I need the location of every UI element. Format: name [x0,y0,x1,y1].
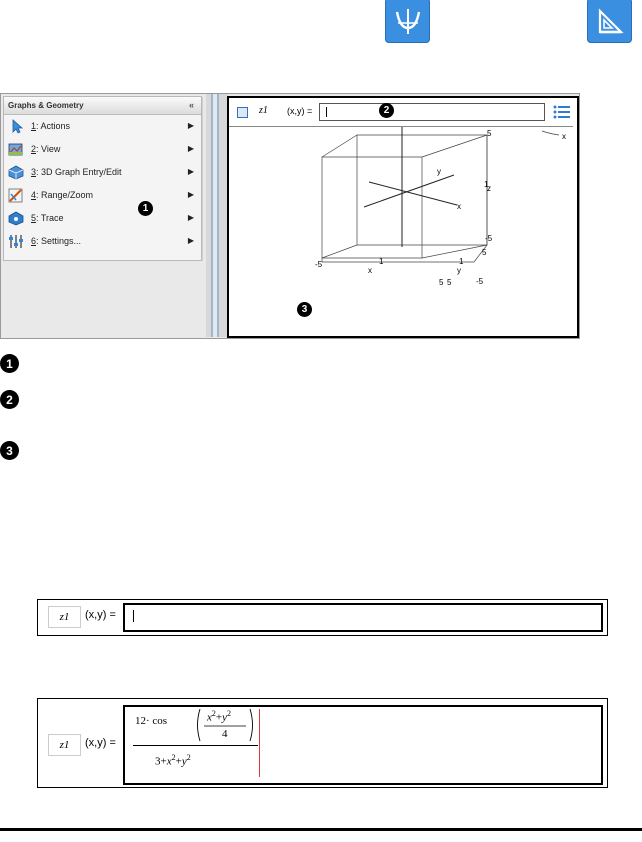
menu-item-label: : Actions [36,121,71,131]
function-input[interactable] [319,103,545,121]
range-zoom-icon [8,188,24,203]
axis-x-label: x [457,202,461,211]
tick-label: -5 [315,260,323,269]
text-caret [133,610,134,622]
menu-item-number: 4 [31,190,37,200]
inner-denominator: 4 [222,728,228,740]
formula-cos: cos [152,715,168,727]
tick-label: 5 [447,278,452,287]
geometry-triangle-icon[interactable] [587,0,632,43]
submenu-arrow-icon: ▶ [187,213,194,222]
cursor-arrow-icon [8,119,24,134]
submenu-arrow-icon: ▶ [187,190,194,199]
num-y: y [222,711,227,724]
menu-item-number: 1 [31,121,37,131]
legend-callout-3: 3 [0,441,19,460]
function-list-icon[interactable] [553,104,571,120]
function-vars: (x,y) = [85,609,116,621]
tick-label: 1 [484,180,489,189]
panel-divider[interactable] [206,94,228,337]
text-caret [326,107,327,117]
submenu-arrow-icon: ▶ [187,144,194,153]
axis-x-corner-label: x [562,132,566,141]
menu-item-range-zoom[interactable] [4,184,201,207]
function-input[interactable] [123,705,603,785]
formula-coef: 12· [135,715,150,727]
menu-item-number: 5 [31,213,37,223]
function-vars: (x,y) = [287,106,313,116]
settings-icon [8,234,24,249]
menu-item-actions[interactable] [4,115,201,138]
menu-title: Graphs & Geometry [8,101,84,110]
function-name: z1 [259,105,268,116]
den-plus: + [175,755,182,768]
submenu-arrow-icon: ▶ [187,167,194,176]
tick-label: 5 [482,248,487,257]
callout-3: 3 [297,302,312,317]
den-exp2: 2 [186,753,191,762]
left-panel-blank [3,261,206,335]
menu-item-label: : Settings... [36,236,82,246]
formula-numerator [135,715,167,727]
3d-plot[interactable] [229,127,573,332]
collapse-chevron-icon[interactable]: « [188,100,194,110]
legend-callout-1: 1 [0,354,19,373]
view-icon [8,142,24,157]
formula-denominator [155,753,191,768]
axis-y-label: y [437,167,441,176]
tick-label: 5 [487,129,492,138]
menu-item-view[interactable] [4,138,201,161]
den-y: y [181,755,187,768]
tick-label: -5 [485,234,493,243]
callout-2: 2 [379,103,394,118]
show-graph-checkbox[interactable] [237,107,248,118]
num-x: x [207,711,212,724]
menu-item-label: : Trace [36,213,64,223]
den-x: x [166,755,172,768]
axis-z-label: z [487,184,491,193]
graphs-geometry-menu [3,96,202,261]
inner-numerator [207,709,231,724]
menu-item-number: 6 [31,236,37,246]
menu-item-settings[interactable] [4,230,201,253]
menu-item-label: : 3D Graph Entry/Edit [36,167,122,177]
menu-item-number: 2 [31,144,37,154]
den-3: 3+ [155,755,167,768]
tick-label: -5 [476,277,484,286]
menu-item-trace[interactable] [4,207,201,230]
menu-item-number: 3 [31,167,37,177]
submenu-arrow-icon: ▶ [187,121,194,130]
submenu-arrow-icon: ▶ [187,236,194,245]
axis-x-label: x [368,266,372,275]
function-name: z1 [48,734,81,756]
menu-item-label: : Range/Zoom [36,190,94,200]
callout-1: 1 [138,201,153,216]
menu-item-3d-graph-entry[interactable] [4,161,201,184]
formula-red-caret [259,709,260,777]
legend-callout-2: 2 [0,390,19,409]
menu-item-label: : View [36,144,61,154]
tick-label: 1 [379,257,384,266]
graph-function-icon[interactable] [385,0,430,43]
menu-header[interactable] [4,97,201,115]
tick-label: 1 [459,257,464,266]
tick-label: 5 [439,278,444,287]
axis-y-label: y [457,266,461,275]
fraction-bar [133,745,258,746]
entry-line [229,100,573,127]
3d-graph-icon [8,165,24,180]
function-name: z1 [48,606,81,628]
num-exp2: 2 [227,709,231,718]
trace-icon [8,211,24,226]
app-screenshot [0,93,580,339]
den-exp1: 2 [171,753,176,762]
num-exp1: 2 [211,709,216,718]
function-input[interactable] [123,603,603,632]
example-formula-entry [37,698,608,788]
num-plus: + [215,711,223,724]
example-empty-entry [37,599,608,636]
function-vars: (x,y) = [85,737,116,749]
page-footer-rule [0,828,642,831]
graph-work-area[interactable] [227,96,579,338]
